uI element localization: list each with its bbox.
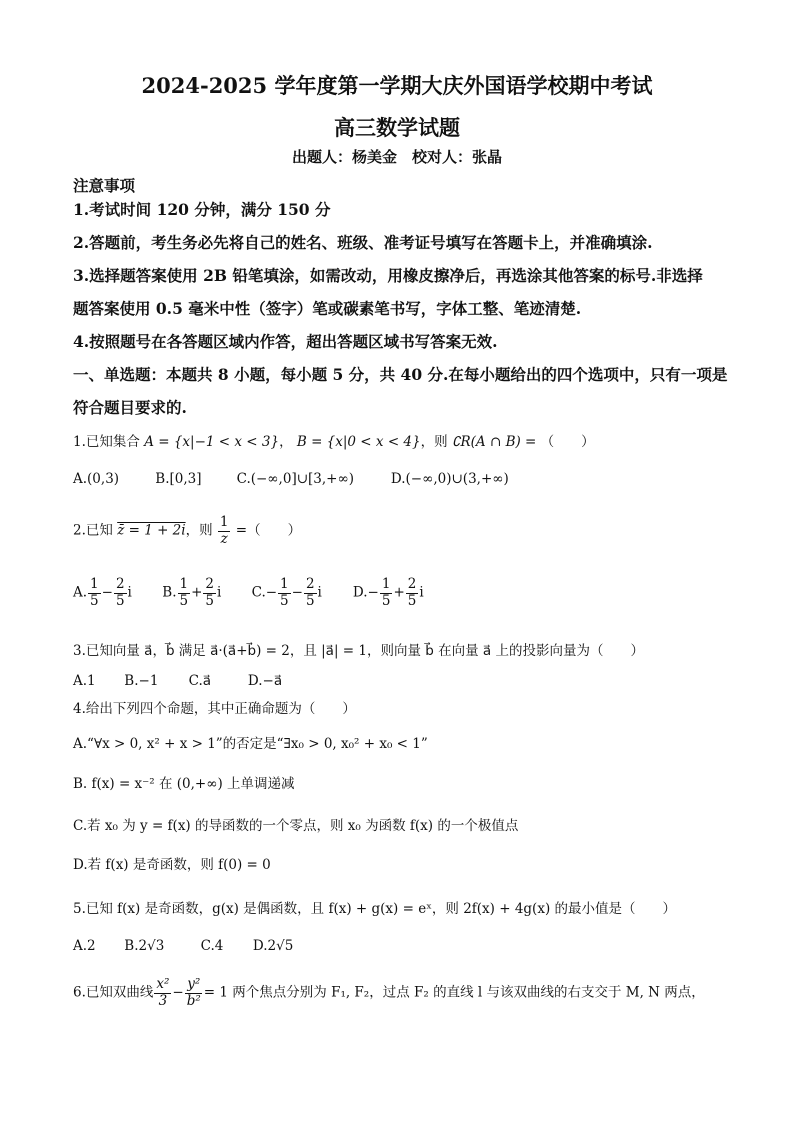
frac-den: 5 xyxy=(90,592,99,609)
exam-title: 2024-2025 学年度第一学期大庆外国语学校期中考试 xyxy=(141,73,653,98)
frac-den: 5 xyxy=(205,592,215,609)
q6-minus: − xyxy=(172,984,184,1001)
q2-option-c-label: C. xyxy=(251,584,266,601)
notice-item-2: 2.答题前，考生务必先将自己的姓名、班级、准考证号填写在答题卡上，并准确填涂. xyxy=(73,233,653,252)
q2-option-d-i: i xyxy=(419,584,424,601)
q4-option-d: D.若 f(x) 是奇函数，则 f(0) = 0 xyxy=(73,857,271,873)
q1-expression: ∁R(A ∩ B) = xyxy=(451,434,537,450)
q2-option-c-i: i xyxy=(317,584,322,601)
q2-option-a-label: A. xyxy=(73,584,88,601)
frac-den: 3 xyxy=(158,992,168,1009)
question-6-stem xyxy=(73,978,705,1008)
q2-option-a-i: i xyxy=(127,584,132,601)
q2-option-d-sign: − xyxy=(367,584,379,601)
q2-condition: z̄ = 1 + 2i xyxy=(117,522,186,539)
frac-num: y² xyxy=(187,976,201,992)
q2-option-d-frac-1 xyxy=(380,578,393,608)
q2-option-b-label: B. xyxy=(162,584,177,601)
question-2-stem xyxy=(73,516,301,546)
frac-num: 2 xyxy=(115,576,125,592)
q3-option-c: C.a⃗ xyxy=(188,673,212,689)
frac-den: b² xyxy=(186,992,201,1009)
q2-fraction-denominator: z xyxy=(220,530,228,547)
question-2-options xyxy=(73,578,424,608)
notice-heading: 注意事项 xyxy=(73,176,136,195)
q2-fraction-numerator: 1 xyxy=(219,514,229,530)
section-heading-line-2: 符合题目要求的. xyxy=(73,398,187,417)
q1-prefix: 1.已知集合 xyxy=(73,434,140,450)
frac-num: 1 xyxy=(179,576,189,592)
notice-item-4: 4.按照题号在各答题区域内作答，超出答题区域书写答案无效. xyxy=(73,332,498,351)
q6-fraction-x xyxy=(154,978,171,1008)
frac-num: 2 xyxy=(407,576,417,592)
q2-option-c-op: − xyxy=(291,584,303,601)
q1-bracket: （ ） xyxy=(540,434,595,450)
frac-num: 1 xyxy=(381,576,391,592)
q1-option-c: C.(−∞,0]∪[3,+∞) xyxy=(236,471,354,487)
q4-option-c: C.若 x₀ 为 y = f(x) 的导函数的一个零点，则 x₀ 为函数 f(x) 的一个极值点 xyxy=(73,818,519,834)
q2-option-b-frac-2 xyxy=(203,578,216,608)
q2-option-c-frac-1 xyxy=(278,578,291,608)
frac-den: 5 xyxy=(179,592,189,609)
exam-subtitle: 高三数学试题 xyxy=(334,115,460,140)
q2-tail: =（ ） xyxy=(235,522,302,539)
frac-den: 5 xyxy=(381,592,391,609)
frac-num: 2 xyxy=(305,576,315,592)
q2-option-d-op: + xyxy=(393,584,405,601)
notice-item-3-line-1: 3.选择题答案使用 2B 铅笔填涂，如需改动，用橡皮擦净后，再选涂其他答案的标号.非选择 xyxy=(73,266,703,285)
frac-den: 5 xyxy=(115,592,125,609)
frac-den: 5 xyxy=(407,592,417,609)
q2-prefix: 2.已知 xyxy=(73,522,113,539)
question-3-options xyxy=(73,673,282,689)
q1-set-a: A = {x|−1 < x < 3} xyxy=(144,434,280,450)
frac-den: 5 xyxy=(305,592,315,609)
q5-option-a: A.2 xyxy=(73,938,96,954)
q2-option-b-i: i xyxy=(217,584,222,601)
q2-option-a xyxy=(73,578,158,608)
q4-option-b: B. f(x) = x⁻² 在 (0,+∞) 上单调递减 xyxy=(73,776,295,792)
q2-option-c xyxy=(252,578,349,608)
q2-option-a-op: − xyxy=(101,584,113,601)
frac-num: 2 xyxy=(205,576,215,592)
frac-num: 1 xyxy=(90,576,99,592)
q5-option-b: B.2√3 xyxy=(124,938,165,954)
question-1-options xyxy=(73,471,509,487)
question-1-stem xyxy=(73,430,595,450)
q2-option-b xyxy=(162,578,247,608)
q2-fraction xyxy=(218,516,231,546)
q3-option-d: D.−a⃗ xyxy=(247,673,283,689)
question-5-stem: 5.已知 f(x) 是奇函数，g(x) 是偶函数，且 f(x) + g(x) = eˣ，则 2f(x) + 4g(x) 的最小值是（ ） xyxy=(73,901,676,917)
q2-option-d xyxy=(353,578,424,608)
q6-fraction-y xyxy=(185,978,203,1008)
q3-option-b: B.−1 xyxy=(124,673,159,689)
frac-num: 1 xyxy=(280,576,289,592)
q1-sep: ， xyxy=(279,434,293,450)
q6-prefix: 6.已知双曲线 xyxy=(73,984,154,1001)
q5-option-c: C.4 xyxy=(200,938,224,954)
notice-item-1: 1.考试时间 120 分钟，满分 150 分 xyxy=(73,200,331,219)
section-heading-line-1: 一、单选题：本题共 8 小题，每小题 5 分，共 40 分.在每小题给出的四个选项中，只有一项是 xyxy=(73,365,728,384)
q2-option-d-frac-2 xyxy=(406,578,419,608)
q1-mid: ，则 xyxy=(420,434,448,450)
q2-mid: ，则 xyxy=(185,522,213,539)
frac-den: 5 xyxy=(280,592,289,609)
q1-set-b: B = {x|0 < x < 4} xyxy=(296,434,421,450)
q1-option-b: B.[0,3] xyxy=(155,471,202,487)
q2-option-a-frac-2 xyxy=(114,578,127,608)
q2-option-c-frac-2 xyxy=(304,578,317,608)
notice-item-3-line-2: 题答案使用 0.5 毫米中性（签字）笔或碳素笔书写，字体工整、笔迹清楚. xyxy=(73,299,582,318)
question-3-stem: 3.已知向量 a⃗，b⃗ 满足 a⃗·(a⃗+b⃗) = 2，且 |a⃗| = 1，则向量 b⃗ 在向量 a⃗ 上的投影向量为（ ） xyxy=(73,643,644,659)
question-5-options xyxy=(73,938,293,954)
q4-option-a: A.“∀x > 0, x² + x > 1”的否定是“∃x₀ > 0, x₀² + x₀ < 1” xyxy=(73,736,428,752)
frac-num: x² xyxy=(156,976,170,992)
q3-option-a: A.1 xyxy=(73,673,96,689)
q5-option-d: D.2√5 xyxy=(252,938,294,954)
q2-option-b-frac-1 xyxy=(178,578,191,608)
q2-option-d-label: D. xyxy=(352,584,368,601)
question-4-stem: 4.给出下列四个命题，其中正确命题为（ ） xyxy=(73,701,356,717)
exam-authors: 出题人：杨美金 校对人：张晶 xyxy=(291,148,502,166)
q6-tail: = 1 两个焦点分别为 F₁, F₂，过点 F₂ 的直线 l 与该双曲线的右支交于 M, N 两点， xyxy=(203,984,705,1001)
q2-option-b-op: + xyxy=(191,584,203,601)
q2-option-c-sign: − xyxy=(265,584,278,601)
q1-option-a: A.(0,3) xyxy=(73,471,120,487)
q1-option-d: D.(−∞,0)∪(3,+∞) xyxy=(390,471,509,487)
q2-option-a-frac-1 xyxy=(88,578,101,608)
